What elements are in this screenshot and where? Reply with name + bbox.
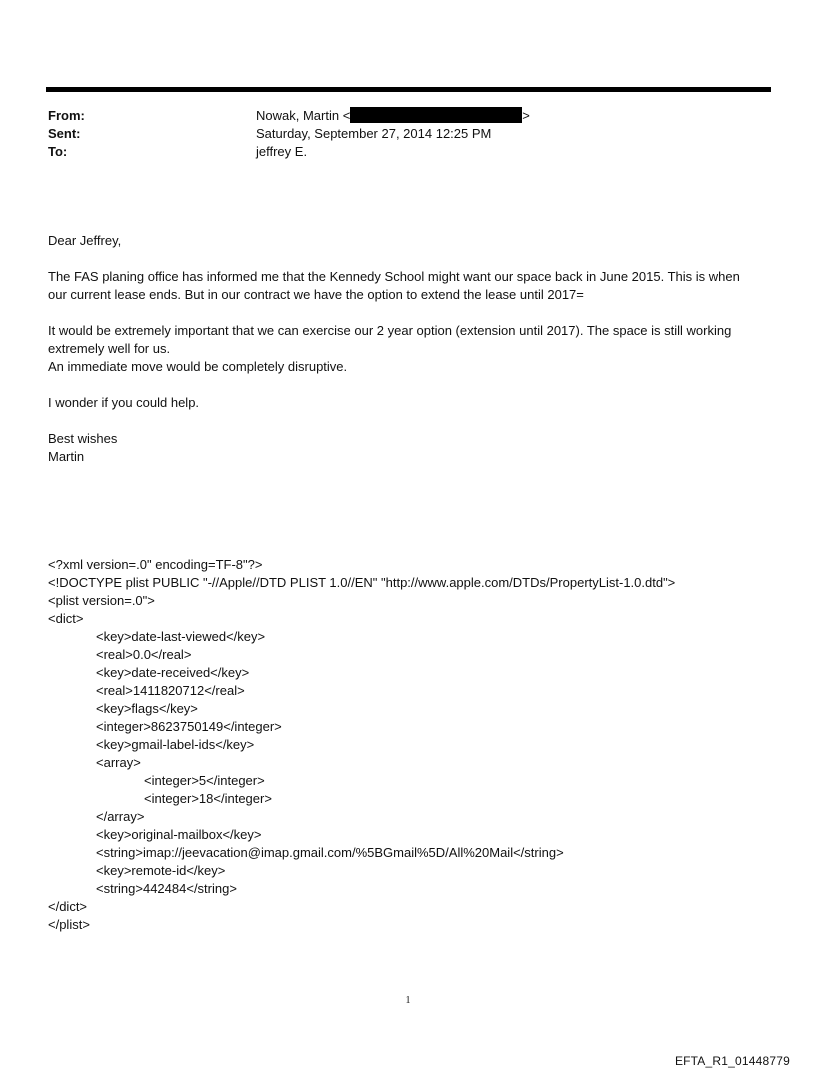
plist-line: <integer>8623750149</integer>: [96, 719, 282, 734]
plist-line: <key>flags</key>: [96, 701, 198, 716]
plist-line: </plist>: [48, 917, 90, 932]
plist-line: <?xml version=.0" encoding=TF-8"?>: [48, 557, 263, 572]
from-name: Nowak, Martin <: [256, 108, 351, 123]
plist-line: <real>1411820712</real>: [96, 683, 245, 698]
to-value: jeffrey E.: [256, 144, 308, 159]
closing: Best wishes: [48, 431, 118, 446]
plist-line: <key>original-mailbox</key>: [96, 827, 262, 842]
plist-line: <key>gmail-label-ids</key>: [96, 737, 255, 752]
from-label: From:: [48, 108, 85, 123]
plist-line: <integer>5</integer>: [144, 773, 265, 788]
paragraph-2-line-3: An immediate move would be completely disruptive.: [48, 359, 348, 374]
from-close: >: [522, 108, 530, 123]
plist-line: <integer>18</integer>: [144, 791, 272, 806]
plist-line: <key>date-last-viewed</key>: [96, 629, 266, 644]
paragraph-1-line-1: The FAS planing office has informed me that the Kennedy School might want our space back in June 2015. This is when: [48, 269, 740, 284]
paragraph-3: I wonder if you could help.: [48, 395, 200, 410]
greeting: Dear Jeffrey,: [48, 233, 122, 248]
paragraph-1-line-2: our current lease ends. But in our contract we have the option to extend the lease until 2017=: [48, 287, 584, 302]
plist-line: <array>: [96, 755, 141, 770]
plist-line: <!DOCTYPE plist PUBLIC "-//Apple//DTD PLIST 1.0//EN" "http://www.apple.com/DTDs/PropertyList-1.0.dtd">: [48, 575, 676, 590]
paragraph-2-line-1: It would be extremely important that we can exercise our 2 year option (extension until 2017). The space is still working: [48, 323, 732, 338]
document-id: EFTA_R1_01448779: [674, 1054, 790, 1068]
plist-line: <key>remote-id</key>: [96, 863, 226, 878]
paragraph-2-line-2: extremely well for us.: [48, 341, 171, 356]
plist-line: <string>442484</string>: [96, 881, 237, 896]
header-rule: [46, 87, 771, 92]
plist-line: <plist version=.0">: [48, 593, 155, 608]
plist-line: <string>imap://jeevacation@imap.gmail.com/%5BGmail%5D/All%20Mail</string>: [96, 845, 564, 860]
plist-line: <key>date-received</key>: [96, 665, 250, 680]
from-value: [256, 107, 530, 125]
plist-line: </dict>: [48, 899, 88, 914]
plist-line: <dict>: [48, 611, 84, 626]
plist-line: <real>0.0</real>: [96, 647, 192, 662]
page-number: 1: [405, 995, 411, 1006]
to-label: To:: [48, 144, 68, 159]
redacted-email-block: [350, 107, 522, 123]
plist-line: </array>: [96, 809, 145, 824]
sent-label: Sent:: [48, 126, 81, 141]
signature: Martin: [48, 449, 85, 464]
sent-value: Saturday, September 27, 2014 12:25 PM: [256, 126, 492, 141]
